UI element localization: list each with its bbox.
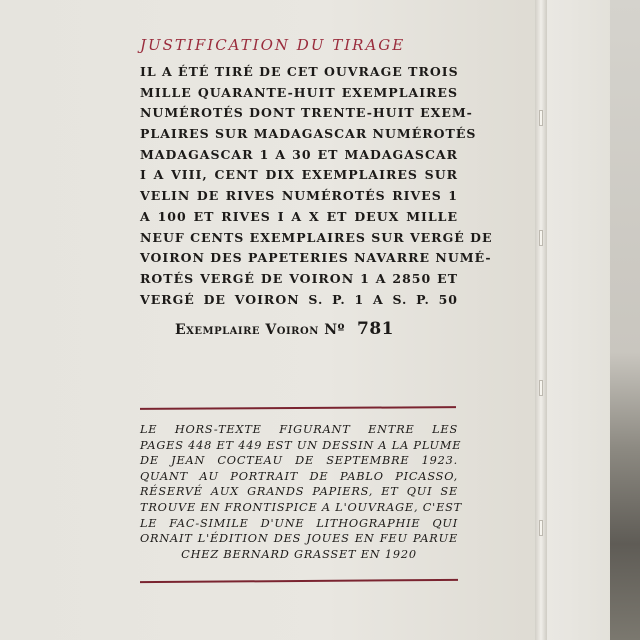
- note-line: PAGES 448 ET 449 EST UN DESSIN A LA PLUME: [140, 438, 462, 452]
- note-line: QUANT AU PORTRAIT DE PABLO PICASSO,: [140, 469, 458, 483]
- text-line: ROTÉS VERGÉ DE VOIRON 1 A 2850 ET: [140, 270, 458, 286]
- exemplaire-value: 781: [357, 319, 394, 339]
- note-line: LE HORS-TEXTE FIGURANT ENTRE LES: [140, 423, 458, 436]
- facing-page: [547, 0, 612, 640]
- binding-stitch: [539, 520, 543, 536]
- page-title: JUSTIFICATION DU TIRAGE: [140, 36, 406, 54]
- book-spine: [535, 0, 547, 640]
- exemplaire-number: [175, 318, 394, 341]
- text-line: MADAGASCAR 1 A 30 ET MADAGASCAR: [140, 146, 458, 162]
- note-line: DE JEAN COCTEAU DE SEPTEMBRE 1923.: [140, 454, 458, 468]
- note-line: LE FAC-SIMILE D'UNE LITHOGRAPHIE QUI: [140, 516, 458, 530]
- text-line: IL A ÉTÉ TIRÉ DE CET OUVRAGE TROIS: [140, 64, 459, 79]
- text-line: NEUF CENTS EXEMPLAIRES SUR VERGÉ DE: [140, 229, 493, 245]
- note-line: RÉSERVÉ AUX GRANDS PAPIERS, ET QUI SE: [140, 485, 458, 499]
- note-line: TROUVE EN FRONTISPICE A L'OUVRAGE, C'EST: [140, 500, 462, 514]
- text-line: A 100 ET RIVES I A X ET DEUX MILLE: [140, 208, 458, 224]
- text-line: PLAIRES SUR MADAGASCAR NUMÉROTÉS: [140, 126, 477, 142]
- note-line: CHEZ BERNARD GRASSET EN 1920: [181, 547, 417, 561]
- text-line: NUMÉROTÉS DONT TRENTE-HUIT EXEM-: [140, 105, 473, 121]
- binding-stitch: [539, 110, 543, 126]
- binding-stitch: [539, 230, 543, 246]
- binding-stitch: [539, 380, 543, 396]
- justification-text: [140, 62, 493, 310]
- text-line: VOIRON DES PAPETERIES NAVARRE NUMÉ-: [140, 250, 492, 266]
- text-line: MILLE QUARANTE-HUIT EXEMPLAIRES: [140, 84, 458, 100]
- exemplaire-label: Exemplaire Voiron Nº: [175, 322, 345, 338]
- note-line: ORNAIT L'ÉDITION DES JOUES EN FEU PARUE: [140, 532, 458, 546]
- frontispice-plate: [610, 0, 640, 640]
- text-line: I A VIII, CENT DIX EXEMPLAIRES SUR: [140, 167, 458, 183]
- text-line: VERGÉ DE VOIRON S. P. 1 A S. P. 50: [140, 291, 458, 307]
- hors-texte-note: [140, 422, 462, 562]
- text-line: VELIN DE RIVES NUMÉROTÉS RIVES 1: [140, 188, 458, 204]
